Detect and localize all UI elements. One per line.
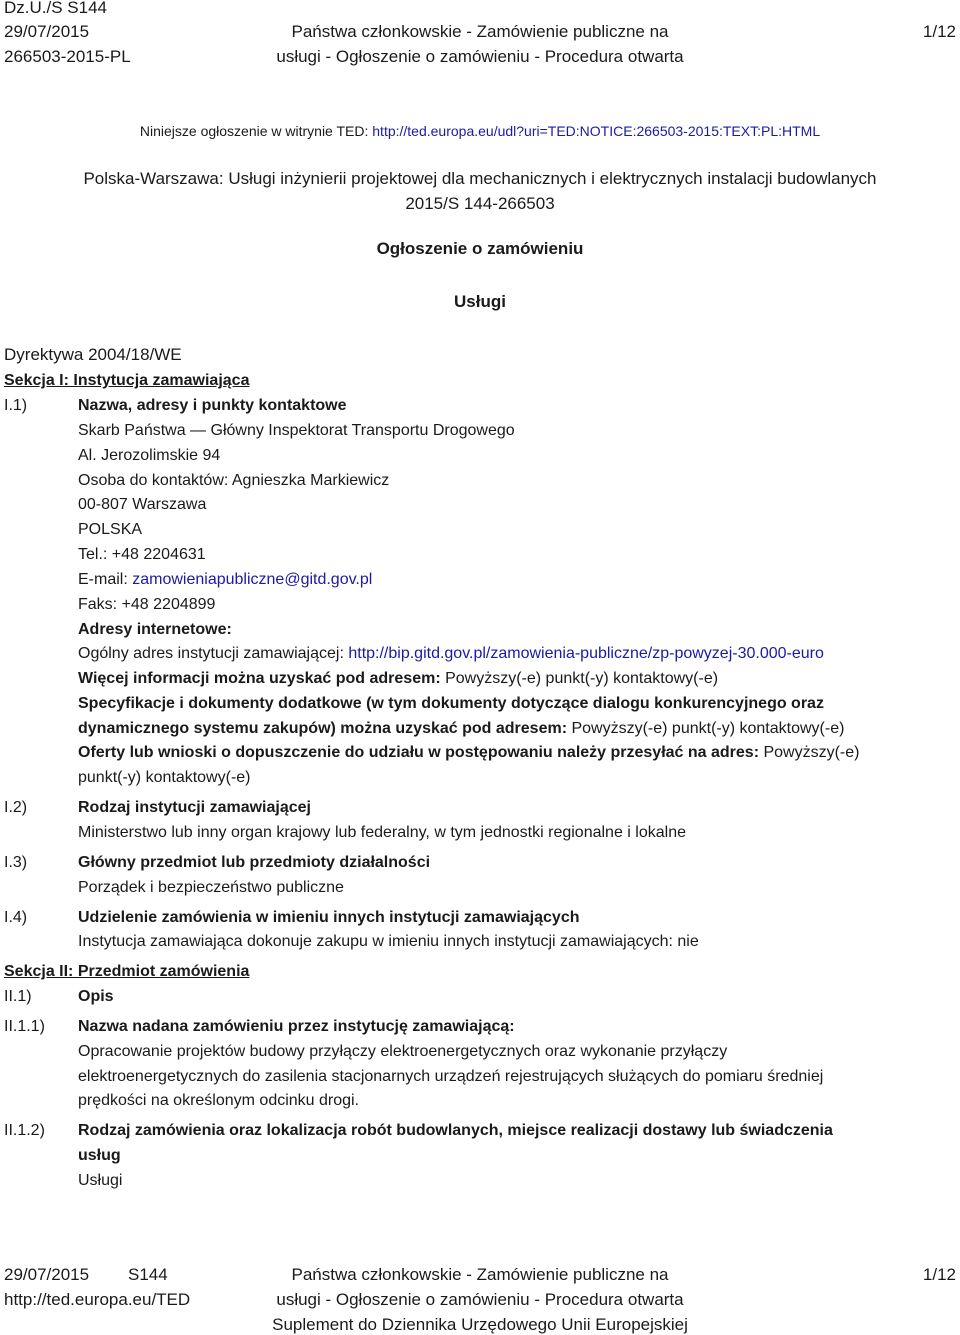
footer-title-line1: Państwa członkowskie - Zamówienie publiczne na — [291, 1265, 669, 1284]
item-ii11-value-line3: prędkości na określonym odcinku drogi. — [78, 1092, 360, 1109]
section-2-heading: Sekcja II: Przedmiot zamówienia — [4, 963, 250, 980]
general-address-label: Ogólny adres instytucji zamawiającej: — [78, 645, 349, 662]
item-ii1-number: II.1) — [4, 988, 32, 1005]
footer-title-line3: Suplement do Dziennika Urzędowego Unii Europejskiej — [272, 1315, 688, 1334]
header-page-number: 1/12 — [922, 22, 956, 41]
offers-value-line2: punkt(-y) kontaktowy(-e) — [78, 769, 251, 786]
item-ii11-heading: Nazwa nadana zamówieniu przez instytucję zamawiającą: — [78, 1018, 515, 1035]
header-date: 29/07/2015 — [4, 22, 90, 41]
item-i2-heading: Rodzaj instytucji zamawiającej — [78, 799, 311, 816]
spec-label-line2: dynamicznego systemu zakupów) można uzyskać pod adresem: — [78, 720, 572, 737]
item-i1-number: I.1) — [4, 397, 28, 414]
footer-url: http://ted.europa.eu/TED — [4, 1290, 191, 1309]
header-title-line2: usługi - Ogłoszenie o zamówieniu - Procedura otwarta — [276, 47, 684, 66]
email-link[interactable]: zamowieniapubliczne@gitd.gov.pl — [132, 571, 373, 588]
item-ii11-number: II.1.1) — [4, 1018, 45, 1035]
item-i4-heading: Udzielenie zamówienia w imieniu innych instytucji zamawiających — [78, 909, 580, 926]
general-address-row — [78, 644, 824, 664]
street-address: Al. Jerozolimskie 94 — [78, 447, 221, 464]
contact-person: Osoba do kontaktów: Agnieszka Markiewicz — [78, 472, 390, 489]
footer-issue: S144 — [128, 1265, 168, 1284]
item-ii11-value-line2: elektroenergetycznych do zasilenia stacjonarnych urządzeń rejestrujących służących do pomiaru średniej — [78, 1068, 824, 1085]
telephone: Tel.: +48 2204631 — [78, 546, 206, 563]
footer-date: 29/07/2015 — [4, 1265, 90, 1284]
journal-ref: Dz.U./S S144 — [4, 0, 107, 17]
offers-value-line1: Powyższy(-e) — [763, 744, 860, 761]
notice-title-line1: Polska-Warszawa: Usługi inżynierii projektowej dla mechanicznych i elektrycznych instalacji budowlanych — [83, 169, 877, 188]
internet-addresses-label: Adresy internetowe: — [78, 621, 232, 638]
item-ii1-heading: Opis — [78, 988, 114, 1005]
offers-row — [78, 743, 859, 763]
item-ii12-value: Usługi — [78, 1172, 123, 1189]
item-i2-value: Ministerstwo lub inny organ krajowy lub federalny, w tym jednostki regionalne i lokalne — [78, 824, 686, 841]
ted-notice-link[interactable]: http://ted.europa.eu/udl?uri=TED:NOTICE:266503-2015:TEXT:PL:HTML — [372, 123, 821, 139]
footer-page-number: 1/12 — [922, 1265, 956, 1284]
organisation-name: Skarb Państwa — Główny Inspektorat Transportu Drogowego — [78, 422, 515, 439]
document-type: Ogłoszenie o zamówieniu — [376, 239, 584, 258]
item-i1-heading: Nazwa, adresy i punkty kontaktowe — [78, 397, 347, 414]
section-1-heading: Sekcja I: Instytucja zamawiająca — [4, 372, 250, 389]
postal-city: 00-807 Warszawa — [78, 496, 207, 513]
email-row — [78, 570, 372, 590]
item-ii12-heading-line2: usług — [78, 1147, 121, 1164]
fax: Faks: +48 2204899 — [78, 596, 216, 613]
header-title-line1: Państwa członkowskie - Zamówienie publiczne na — [291, 22, 669, 41]
footer-title-line2: usługi - Ogłoszenie o zamówieniu - Procedura otwarta — [276, 1290, 684, 1309]
contract-category: Usługi — [454, 292, 506, 311]
item-i3-value: Porządek i bezpieczeństwo publiczne — [78, 879, 344, 896]
item-ii11-value-line1: Opracowanie projektów budowy przyłączy elektroenergetycznych oraz wykonanie przyłączy — [78, 1043, 728, 1060]
country: POLSKA — [78, 521, 143, 538]
item-i4-number: I.4) — [4, 909, 28, 926]
more-info-value: Powyższy(-e) punkt(-y) kontaktowy(-e) — [445, 670, 719, 687]
item-i2-number: I.2) — [4, 799, 28, 816]
item-ii12-heading-line1: Rodzaj zamówienia oraz lokalizacja robót budowlanych, miejsce realizacji dostawy lub świadczenia — [78, 1122, 833, 1139]
spec-label-line1: Specyfikacje i dokumenty dodatkowe (w tym dokumenty dotyczące dialogu konkurencyjnego oraz — [78, 695, 824, 712]
email-label: E-mail: — [78, 571, 133, 588]
ted-notice — [0, 122, 960, 140]
offers-label: Oferty lub wnioski o dopuszczenie do udziału w postępowaniu należy przesyłać na adres: — [78, 744, 764, 761]
general-address-link[interactable]: http://bip.gitd.gov.pl/zamowienia-publiczne/zp-powyzej-30.000-euro — [348, 645, 824, 662]
header-notice-id: 266503-2015-PL — [4, 47, 131, 66]
spec-value: Powyższy(-e) punkt(-y) kontaktowy(-e) — [571, 720, 845, 737]
directive: Dyrektywa 2004/18/WE — [4, 345, 182, 364]
item-ii12-number: II.1.2) — [4, 1122, 45, 1139]
item-i4-value: Instytucja zamawiająca dokonuje zakupu w imieniu innych instytucji zamawiających: nie — [78, 933, 699, 950]
item-i3-number: I.3) — [4, 854, 28, 871]
notice-title-line2: 2015/S 144-266503 — [405, 194, 555, 213]
more-info-label: Więcej informacji można uzyskać pod adresem: — [78, 670, 446, 687]
spec-row — [78, 719, 844, 739]
ted-notice-label: Niniejsze ogłoszenie w witrynie TED: — [139, 123, 373, 139]
more-info-row — [78, 669, 718, 689]
item-i3-heading: Główny przedmiot lub przedmioty działalności — [78, 854, 431, 871]
